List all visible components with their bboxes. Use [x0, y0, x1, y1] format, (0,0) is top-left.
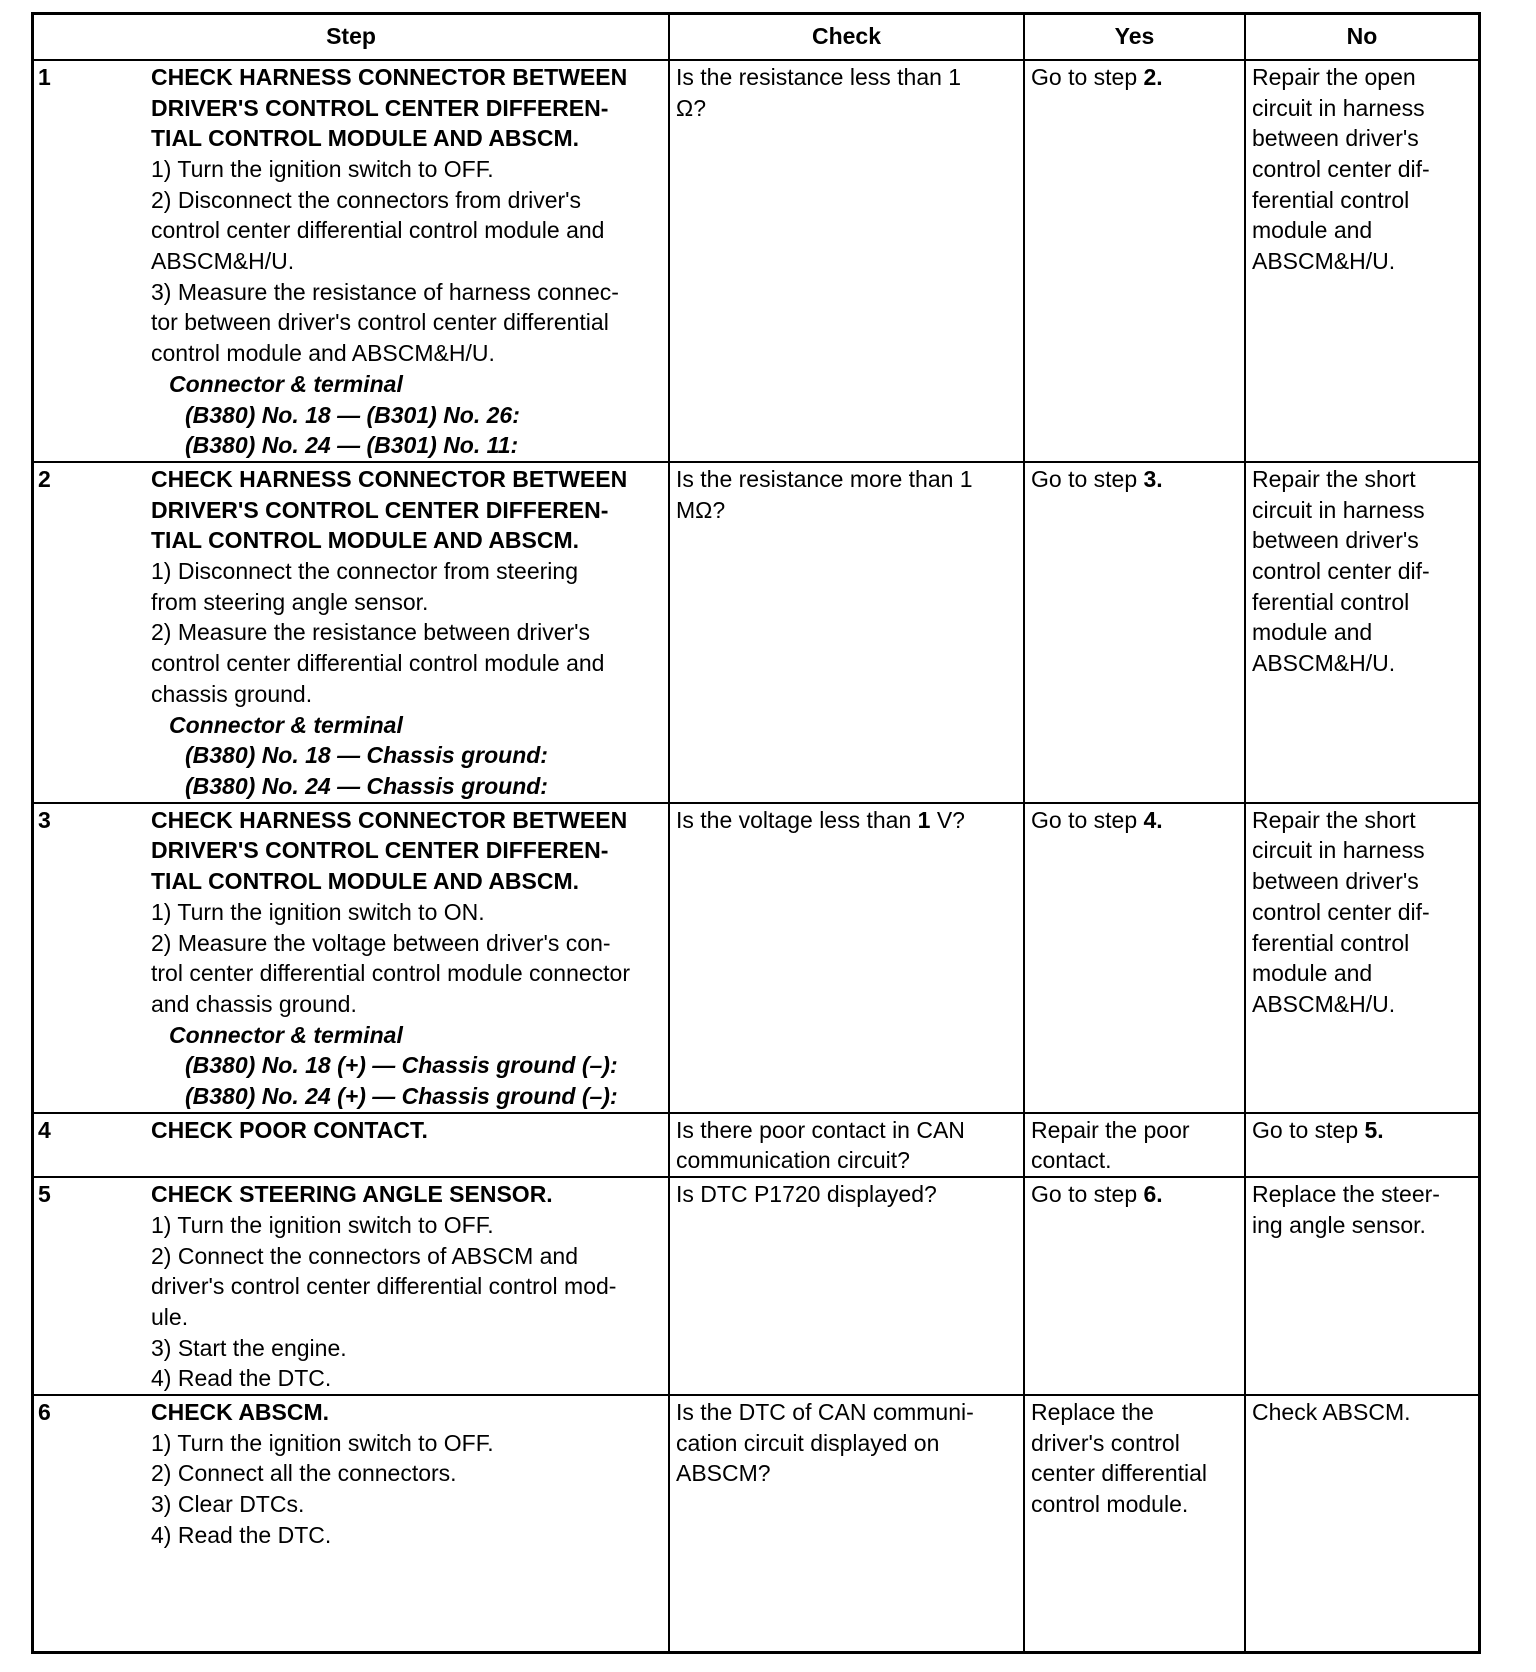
step-cell — [151, 1177, 669, 1395]
step-instruction-line: 4) Read the DTC. — [151, 1521, 332, 1548]
table-row — [34, 462, 1478, 803]
no-text-line: Replace the steer- — [1252, 1181, 1440, 1208]
check-unit: V? — [930, 806, 965, 833]
step-instruction-line: 3) Measure the resistance of harness connec- — [151, 278, 619, 305]
yes-cell — [1024, 803, 1245, 1113]
yes-text: Go to step — [1031, 806, 1144, 833]
no-text-line: between driver's — [1252, 527, 1419, 554]
check-cell — [669, 1113, 1024, 1177]
no-cell — [1245, 803, 1478, 1113]
yes-cell — [1024, 1395, 1245, 1651]
table-body — [34, 60, 1478, 1651]
step-cell — [151, 60, 669, 462]
step-title-line: CHECK STEERING ANGLE SENSOR. — [151, 1181, 553, 1208]
no-text-line: circuit in harness — [1252, 837, 1425, 864]
table-row — [34, 1177, 1478, 1395]
step-instruction-line: ule. — [151, 1303, 189, 1330]
step-title-line: TIAL CONTROL MODULE AND ABSCM. — [151, 527, 580, 554]
check-text-line: Is the resistance more than 1 — [676, 465, 973, 492]
no-cell — [1245, 1177, 1478, 1395]
step-number: 1 — [34, 60, 151, 462]
no-cell — [1245, 1395, 1478, 1651]
check-cell — [669, 1395, 1024, 1651]
no-text-line: ABSCM&H/U. — [1252, 248, 1396, 275]
step-instruction-line: trol center differential control module connector — [151, 960, 631, 987]
step-title-line: TIAL CONTROL MODULE AND ABSCM. — [151, 125, 580, 152]
yes-text-line: Repair the poor — [1031, 1116, 1190, 1143]
step-instruction-line: 1) Turn the ignition switch to OFF. — [151, 1429, 494, 1456]
no-text-line: ing angle sensor. — [1252, 1211, 1426, 1238]
step-instruction-line: 3) Clear DTCs. — [151, 1491, 305, 1518]
check-text-line: communication circuit? — [676, 1147, 910, 1174]
step-title-line: DRIVER'S CONTROL CENTER DIFFEREN- — [151, 496, 609, 523]
check-cell — [669, 803, 1024, 1113]
no-text-line: module and — [1252, 217, 1373, 244]
yes-text-line — [1031, 805, 1238, 836]
yes-cell — [1024, 462, 1245, 803]
no-text-line: circuit in harness — [1252, 496, 1425, 523]
no-text-line: control center dif- — [1252, 558, 1430, 585]
check-text-line — [676, 805, 1017, 836]
no-text-line: control center dif- — [1252, 155, 1430, 182]
header-row — [34, 15, 1478, 60]
connector-terminal-heading: Connector & terminal — [169, 1021, 403, 1048]
yes-step-ref: 4. — [1143, 806, 1163, 833]
yes-text-line — [1031, 62, 1238, 93]
no-text-line: ferential control — [1252, 186, 1410, 213]
check-cell — [669, 60, 1024, 462]
yes-step-ref: 2. — [1143, 63, 1163, 90]
step-cell — [151, 1395, 669, 1651]
check-text-line: MΩ? — [676, 496, 726, 523]
yes-text: Go to step — [1031, 1181, 1144, 1208]
diagnostic-table-frame — [31, 12, 1481, 1654]
table-row — [34, 60, 1478, 462]
header-step: Step — [34, 15, 669, 60]
no-text-line: Check ABSCM. — [1252, 1399, 1411, 1426]
check-text-line: Is there poor contact in CAN — [676, 1116, 965, 1143]
no-cell — [1245, 462, 1478, 803]
step-title-line: CHECK HARNESS CONNECTOR BETWEEN — [151, 63, 628, 90]
yes-text-line — [1031, 1179, 1238, 1210]
yes-text-line: driver's control — [1031, 1429, 1180, 1456]
check-text-line: Is DTC P1720 displayed? — [676, 1181, 937, 1208]
step-instruction-line: control module and ABSCM&H/U. — [151, 340, 495, 367]
yes-text-line — [1031, 464, 1238, 495]
no-cell — [1245, 1113, 1478, 1177]
connector-terminal-item: (B380) No. 18 (+) — Chassis ground (–): — [185, 1052, 618, 1079]
step-instruction-line: control center differential control module and — [151, 650, 605, 677]
yes-text-line: Replace the — [1031, 1399, 1154, 1426]
check-text-line: cation circuit displayed on — [676, 1429, 940, 1456]
check-cell — [669, 1177, 1024, 1395]
step-cell — [151, 803, 669, 1113]
step-title-line: CHECK ABSCM. — [151, 1399, 330, 1426]
no-text-line: ferential control — [1252, 929, 1410, 956]
yes-text-line: center differential — [1031, 1460, 1208, 1487]
no-cell — [1245, 60, 1478, 462]
connector-terminal-item: (B380) No. 24 — (B301) No. 11: — [185, 432, 519, 459]
connector-terminal-item: (B380) No. 18 — Chassis ground: — [185, 742, 548, 769]
step-title-line: DRIVER'S CONTROL CENTER DIFFEREN- — [151, 837, 609, 864]
yes-cell — [1024, 1177, 1245, 1395]
no-text-line: module and — [1252, 960, 1373, 987]
step-instruction-line: 1) Turn the ignition switch to ON. — [151, 898, 485, 925]
no-text-line: ferential control — [1252, 588, 1410, 615]
no-step-ref: 5. — [1364, 1116, 1384, 1143]
check-value: 1 — [917, 806, 931, 833]
step-title-line: CHECK POOR CONTACT. — [151, 1116, 428, 1143]
no-text-line: circuit in harness — [1252, 94, 1425, 121]
header-yes: Yes — [1024, 15, 1245, 60]
no-text-line: Repair the short — [1252, 465, 1416, 492]
connector-terminal-heading: Connector & terminal — [169, 370, 403, 397]
connector-terminal-item: (B380) No. 24 — Chassis ground: — [185, 773, 548, 799]
check-text-line: Ω? — [676, 94, 706, 121]
header-no: No — [1245, 15, 1478, 60]
step-number: 3 — [34, 803, 151, 1113]
step-instruction-line: 1) Disconnect the connector from steering — [151, 558, 578, 585]
step-instruction-line: 4) Read the DTC. — [151, 1365, 332, 1392]
step-number: 2 — [34, 462, 151, 803]
step-cell — [151, 462, 669, 803]
yes-cell — [1024, 1113, 1245, 1177]
step-instruction-line: from steering angle sensor. — [151, 588, 429, 615]
step-instruction-line: 2) Connect all the connectors. — [151, 1460, 457, 1487]
step-instruction-line: 3) Start the engine. — [151, 1334, 347, 1361]
header-check: Check — [669, 15, 1024, 60]
no-text-line: Repair the short — [1252, 806, 1416, 833]
step-instruction-line: driver's control center differential control mod- — [151, 1273, 617, 1300]
no-text-line — [1252, 1115, 1472, 1146]
yes-cell — [1024, 60, 1245, 462]
check-text-line: Is the resistance less than 1 — [676, 63, 962, 90]
yes-text: Go to step — [1031, 63, 1144, 90]
connector-terminal-heading: Connector & terminal — [169, 711, 403, 738]
yes-step-ref: 6. — [1143, 1181, 1163, 1208]
no-text-line: ABSCM&H/U. — [1252, 650, 1396, 677]
check-text-line: ABSCM? — [676, 1460, 771, 1487]
step-title-line: DRIVER'S CONTROL CENTER DIFFEREN- — [151, 94, 609, 121]
check-text-line: Is the DTC of CAN communi- — [676, 1399, 974, 1426]
yes-text: Go to step — [1031, 465, 1144, 492]
step-title-line: CHECK HARNESS CONNECTOR BETWEEN — [151, 465, 628, 492]
connector-terminal-item: (B380) No. 24 (+) — Chassis ground (–): — [185, 1083, 618, 1110]
step-title-line: TIAL CONTROL MODULE AND ABSCM. — [151, 868, 580, 895]
step-instruction-line: 2) Connect the connectors of ABSCM and — [151, 1242, 579, 1269]
step-number: 6 — [34, 1395, 151, 1651]
step-instruction-line: 2) Measure the resistance between driver's — [151, 619, 591, 646]
no-text-line: between driver's — [1252, 125, 1419, 152]
no-text-line: Repair the open — [1252, 63, 1416, 90]
step-instruction-line: 2) Disconnect the connectors from driver's — [151, 186, 582, 213]
step-title-line: CHECK HARNESS CONNECTOR BETWEEN — [151, 806, 628, 833]
step-instruction-line: 1) Turn the ignition switch to OFF. — [151, 1211, 494, 1238]
step-instruction-line: and chassis ground. — [151, 990, 357, 1017]
step-number: 4 — [34, 1113, 151, 1177]
step-instruction-line: 1) Turn the ignition switch to OFF. — [151, 155, 494, 182]
step-instruction-line: ABSCM&H/U. — [151, 248, 295, 275]
table-row — [34, 803, 1478, 1113]
diagnostic-table — [34, 15, 1478, 1651]
yes-text-line: contact. — [1031, 1147, 1112, 1174]
table-row — [34, 1395, 1478, 1651]
table-row — [34, 1113, 1478, 1177]
step-instruction-line: tor between driver's control center differential — [151, 309, 609, 336]
yes-step-ref: 3. — [1143, 465, 1163, 492]
no-text-line: ABSCM&H/U. — [1252, 990, 1396, 1017]
connector-terminal-item: (B380) No. 18 — (B301) No. 26: — [185, 401, 520, 428]
no-text-line: control center dif- — [1252, 898, 1430, 925]
step-instruction-line: chassis ground. — [151, 680, 313, 707]
no-text: Go to step — [1252, 1116, 1365, 1143]
step-instruction-line: control center differential control module and — [151, 217, 605, 244]
no-text-line: between driver's — [1252, 868, 1419, 895]
no-text-line: module and — [1252, 619, 1373, 646]
step-number: 5 — [34, 1177, 151, 1395]
step-cell — [151, 1113, 669, 1177]
check-text: Is the voltage less than — [676, 806, 918, 833]
yes-text-line: control module. — [1031, 1491, 1189, 1518]
step-instruction-line: 2) Measure the voltage between driver's con- — [151, 929, 611, 956]
check-cell — [669, 462, 1024, 803]
